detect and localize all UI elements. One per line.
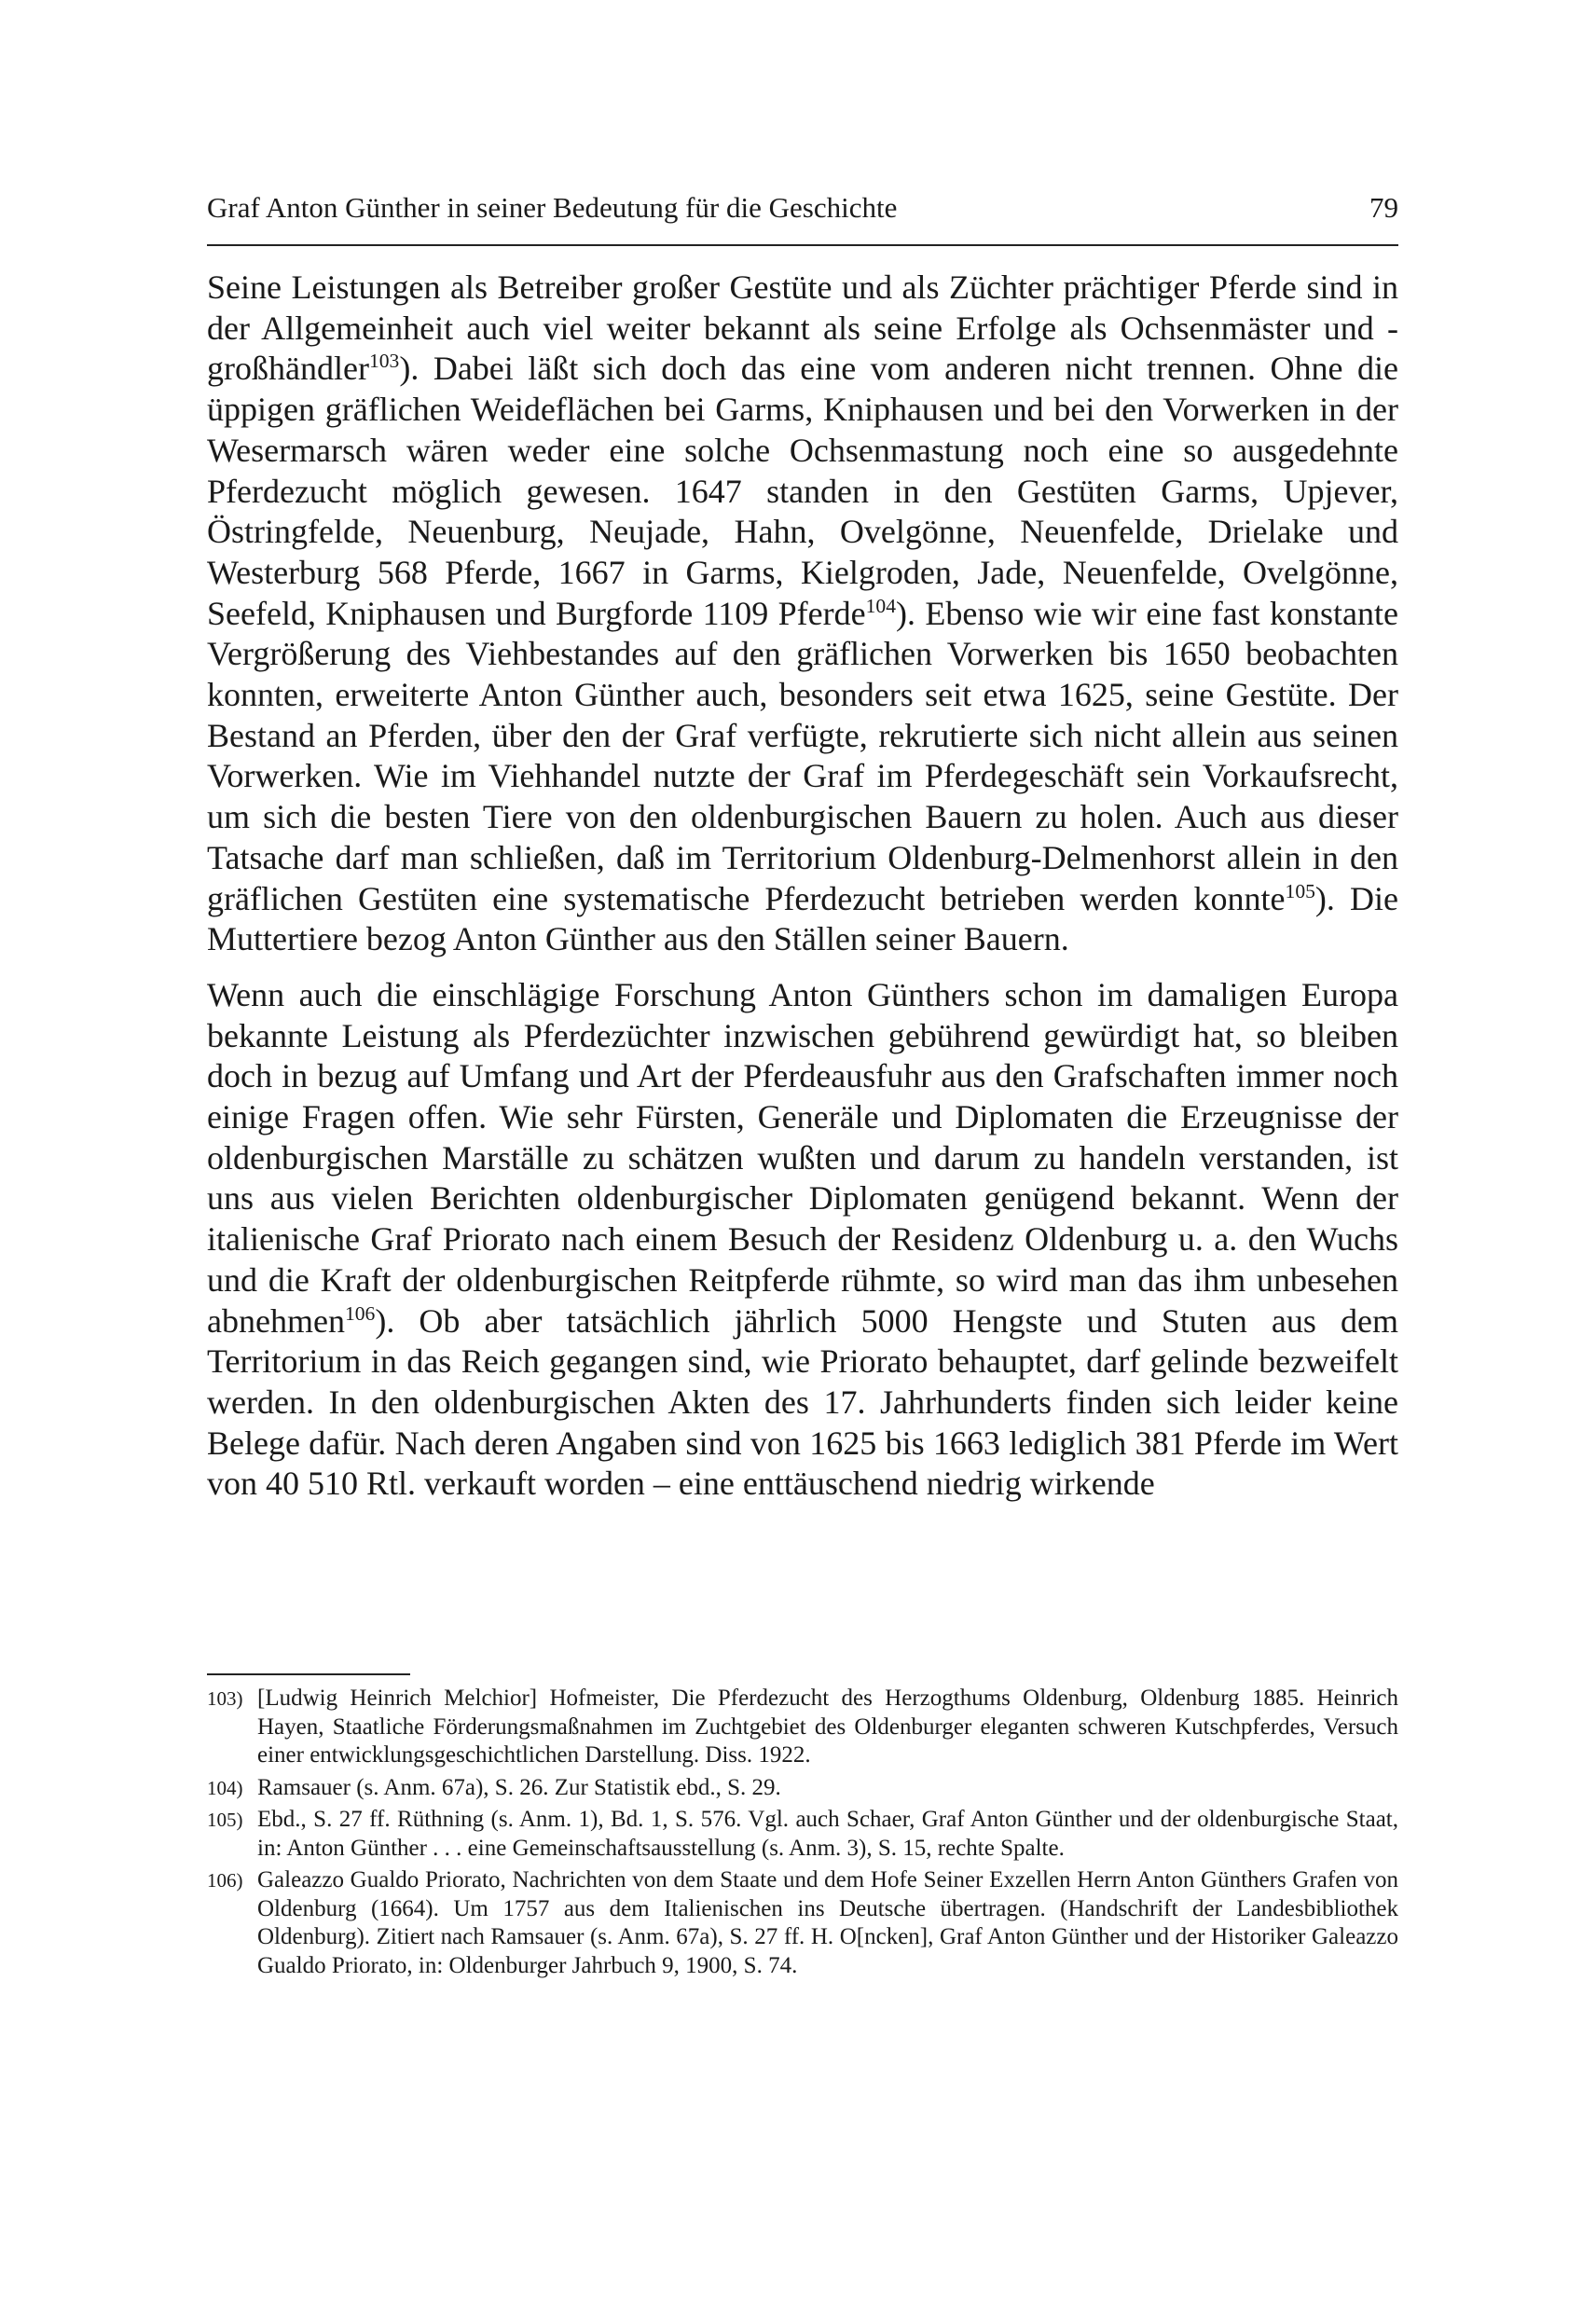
footnote-103 — [207, 1685, 1398, 1770]
footnote-ref-105: 105 — [1285, 879, 1315, 902]
footnote-text: Galeazzo Gualdo Priorato, Nachrichten von dem Staate und dem Hofe Seiner Exzellen Herrn Anton Günthers Grafen von Oldenburg (1664). Um 1757 aus dem Italienischen ins Deutsche übertragen. (Handschrift der Landesbibliothek Oldenburg). Zitiert nach Ramsauer (s. Anm. 67a), S. 27 ff. H. O[ncken], Graf Anton Günther und der Historiker Galeazzo Gualdo Priorato, in: Oldenburger Jahrbuch 9, 1900, S. 74. — [257, 1867, 1398, 1978]
paragraph-2 — [207, 975, 1398, 1505]
running-header — [207, 189, 1398, 227]
footnote-106 — [207, 1866, 1398, 1980]
footnote-104 — [207, 1774, 1398, 1803]
footnote-105 — [207, 1806, 1398, 1863]
text-run: ). Ebenso wie wir eine fast konstante Vergrößerung des Viehbestandes auf den gräflichen Vorwerken bis 1650 beobachten konnten, erweiterte Anton Günther auch, besonders seit etwa 1625, seine Gestüte. Der Bestand an Pferden, über den der Graf verfügte, rekrutierte sich nicht allein aus seinen Vorwerken. Wie im Viehhandel nutzte der Graf im Pferdegeschäft sein Vorkaufsrecht, um sich die besten Tiere von den oldenburgischen Bauern zu holen. Auch aus dieser Tatsache darf man schließen, daß im Territorium Oldenburg-Delmenhorst allein in den gräflichen Gestüten eine systematische Pferdezucht betrieben werden konnte — [207, 594, 1398, 917]
footnote-mark: 104) — [207, 1776, 243, 1799]
footnote-mark: 106) — [207, 1869, 243, 1892]
footnote-ref-106: 106 — [344, 1301, 376, 1325]
footnote-mark: 103) — [207, 1687, 243, 1710]
footnote-mark: 105) — [207, 1809, 243, 1831]
footnote-text: [Ludwig Heinrich Melchior] Hofmeister, Die Pferdezucht des Herzogthums Oldenburg, Oldenburg 1885. Heinrich Hayen, Staatliche Förderungsmaßnahmen im Zuchtgebiet des Oldenburger eleganten schweren Kutschpferdes, Versuch einer entwicklungsgeschichtlichen Darstellung. Diss. 1922. — [257, 1686, 1398, 1768]
paragraph-1 — [207, 268, 1398, 960]
page-number: 79 — [1369, 191, 1398, 224]
text-run: ). Dabei läßt sich doch das eine vom anderen nicht trennen. Ohne die üppigen gräflichen Weideflächen bei Garms, Kniphausen und bei den Vorwerken in der Wesermarsch wären weder eine solche Ochsenmastung noch eine so ausgedehnte Pferdezucht möglich gewesen. 1647 standen in den Gestüten Garms, Upjever, Östringfelde, Neuenburg, Neujade, Hahn, Ovelgönne, Neuenfelde, Drielake und Westerburg 568 Pferde, 1667 in Garms, Kielgroden, Jade, Neuenfelde, Ovelgönne, Seefeld, Kniphausen und Burgforde 1109 Pferde — [207, 350, 1398, 632]
footnote-ref-103: 103 — [368, 350, 400, 373]
header-rule — [207, 244, 1398, 246]
footnote-rule — [207, 1673, 410, 1675]
footnotes — [207, 1685, 1398, 1984]
text-run: ). Die Muttertiere bezog Anton Günther aus den Ställen seiner Bauern. — [207, 879, 1399, 958]
footnote-ref-104: 104 — [865, 594, 897, 617]
text-run: Seine Leistungen als Betreiber großer Gestüte und als Züchter prächtiger Pferde sind in der Allgemeinheit auch viel weiter bekannt als seine Erfolge als Ochsenmäster und -großhändler — [207, 268, 1398, 388]
footnote-text: Ramsauer (s. Anm. 67a), S. 26. Zur Statistik ebd., S. 29. — [257, 1774, 781, 1800]
text-run: ). Ob aber tatsächlich jährlich 5000 Hengste und Stuten aus dem Territorium in das Reich gegangen sind, wie Priorato behauptet, darf gelinde bezweifelt werden. In den oldenburgischen Akten des 17. Jahrhunderts finden sich leider keine Belege dafür. Nach deren Angaben sind von 1625 bis 1663 lediglich 381 Pferde im Wert von 40 510 Rtl. verkauft worden – eine enttäuschend niedrig wirkende — [207, 1301, 1398, 1503]
footnote-text: Ebd., S. 27 ff. Rüthning (s. Anm. 1), Bd. 1, S. 576. Vgl. auch Schaer, Graf Anton Günther und der oldenburgische Staat, in: Anton Günther . . . eine Gemeinschaftsausstellung (s. Anm. 3), S. 15, rechte Spalte. — [257, 1807, 1398, 1861]
main-text — [207, 268, 1398, 1505]
text-run: Wenn auch die einschlägige Forschung Anton Günthers schon im damaligen Europa bekannte Leistung als Pferdezüchter inzwischen gebührend gewürdigt hat, so bleiben doch in bezug auf Umfang und Art der Pferdeausfuhr aus den Grafschaften immer noch einige Fragen offen. Wie sehr Fürsten, Generäle und Diplomaten die Erzeugnisse der oldenburgischen Marställe zu schätzen wußten und darum zu handeln verstanden, ist uns aus vielen Berichten oldenburgischer Diplomaten genügend bekannt. Wenn der italienische Graf Priorato nach einem Besuch der Residenz Oldenburg u. a. den Wuchs und die Kraft der oldenburgischen Reitpferde rühmte, so wird man das ihm unbesehen abnehmen — [207, 975, 1398, 1340]
running-title: Graf Anton Günther in seiner Bedeutung für die Geschichte — [207, 191, 898, 224]
